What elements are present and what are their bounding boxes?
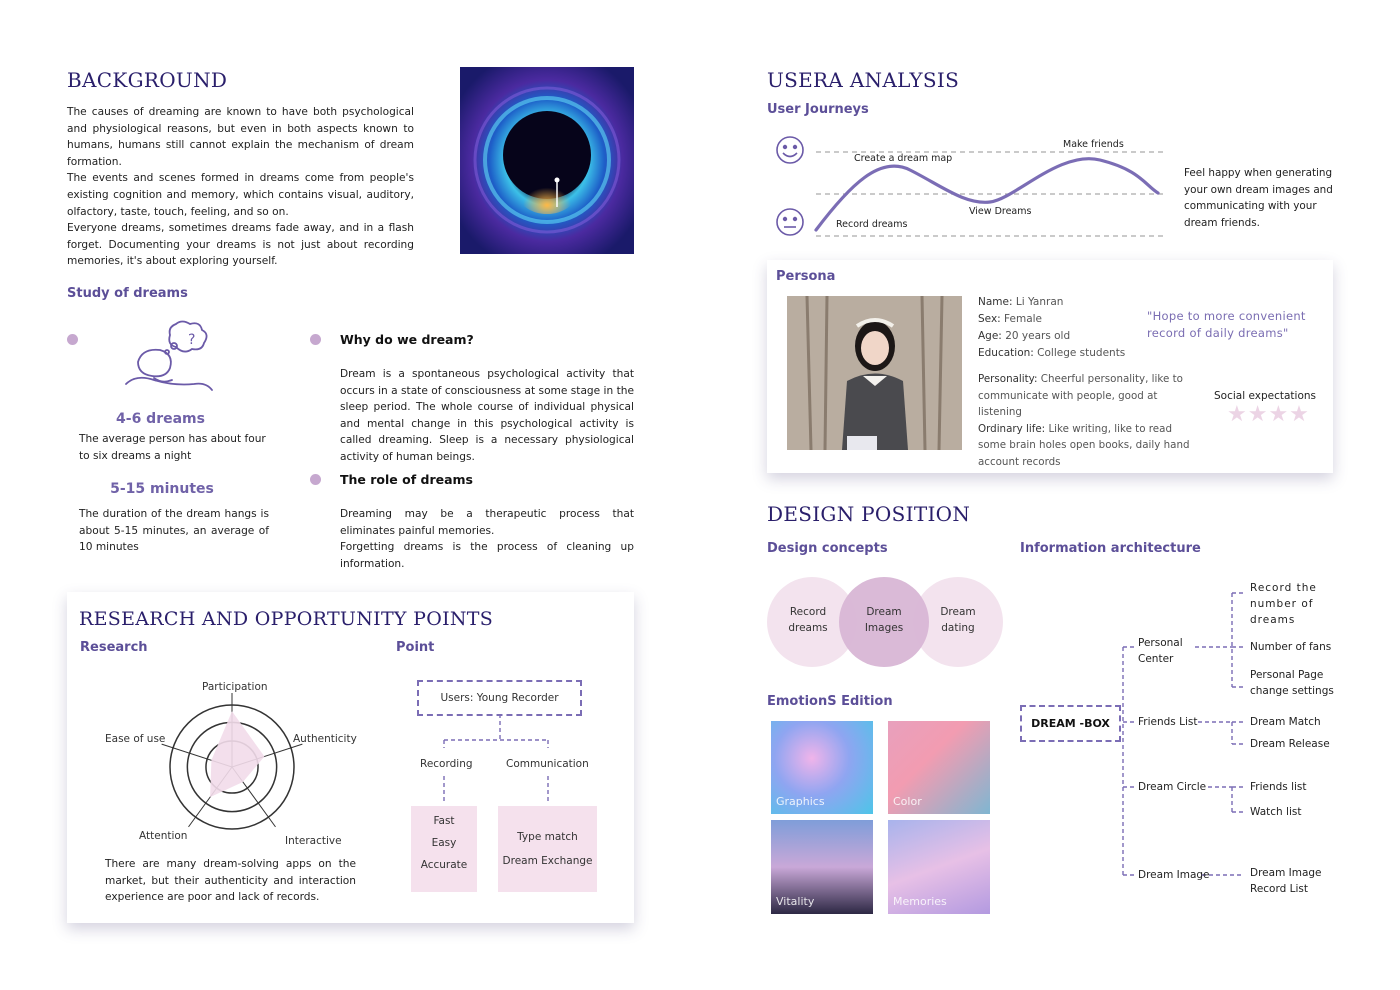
tile-label: Color (893, 795, 922, 808)
radar-label-participation: Participation (202, 681, 268, 693)
journey-point-view: View Dreams (969, 206, 1032, 217)
recording-item: Fast (433, 815, 455, 827)
happy-face-icon (777, 137, 803, 163)
age-key: Age: (978, 330, 1002, 342)
tile-label: Memories (893, 895, 947, 908)
radar-label-attention: Attention (139, 830, 188, 842)
tile-color (888, 721, 990, 814)
design-position-title: DESIGN POSITION (767, 502, 971, 526)
concept-record: Record dreams (788, 606, 828, 634)
user-analysis-title: USERA ANALYSIS (767, 68, 960, 92)
neutral-face-icon (777, 209, 803, 235)
recording-label: Recording (420, 758, 473, 770)
persona-photo (787, 296, 962, 450)
name-key: Name: (978, 296, 1013, 308)
ia-dream-image: Dream Image (1138, 869, 1210, 881)
ia-leaf-fans: Number of fans (1250, 641, 1332, 653)
point-label: Point (396, 640, 435, 655)
ia-leaf-watch-list: Watch list (1250, 806, 1302, 818)
stat-duration-desc: The duration of the dream hangs is about 5-15 minutes, an average of 10 minutes (79, 508, 269, 554)
persona-card (767, 260, 1333, 473)
users-box: Users: Young Recorder (417, 680, 582, 716)
life-key: Ordinary life: (978, 422, 1046, 435)
personality-value: Cheerful personality, like to communicate with people, good at listening (978, 373, 1183, 418)
ia-root: DREAM -BOX (1020, 705, 1121, 742)
sex-value: Female (1004, 313, 1043, 325)
research-summary: There are many dream-solving apps on the market, but their authenticity and interaction experience are poor and lack of records. (105, 858, 356, 904)
study-title: Study of dreams (67, 286, 188, 301)
background-text (67, 104, 414, 270)
ia-leaf-image-record: Dream Image Record List (1250, 867, 1322, 895)
communication-label: Communication (506, 758, 589, 770)
why-heading: Why do we dream? (340, 332, 474, 347)
design-concepts-label: Design concepts (767, 541, 888, 556)
age-value: 20 years old (1005, 330, 1071, 342)
why-text: Dream is a spontaneous psychological activity that occurs in a state of consciousness at some stage in the sleep period. The whole course of individual physical and mental change in this psychological activity is called dreaming. Sleep is a necessary physiological activity of human beings. (340, 368, 634, 463)
communication-box (498, 806, 597, 892)
ia-dream-circle: Dream Circle (1138, 781, 1207, 793)
background-title: BACKGROUND (67, 68, 228, 92)
journey-note: Feel happy when generating your own dream images and communicating with your dream friends. (1184, 167, 1333, 229)
emotions-label: EmotionS Edition (767, 694, 893, 709)
recording-item: Easy (431, 837, 457, 849)
education-key: Education: (978, 347, 1034, 359)
radar-label-ease: Ease of use (105, 733, 166, 745)
tile-label: Vitality (776, 895, 815, 908)
role-line: Dreaming may be a therapeutic process that eliminates painful memories. (340, 508, 634, 537)
radar-label-authenticity: Authenticity (293, 733, 357, 745)
stat-dreams-desc: The average person has about four to six dreams a night (79, 433, 266, 462)
social-expectations-label: Social expectations (1214, 390, 1316, 402)
recording-box (411, 806, 477, 892)
role-heading: The role of dreams (340, 472, 473, 487)
life-value: Like writing, like to read some brain holes open books, daily hand account records (978, 422, 1190, 468)
radar-label-interactive: Interactive (285, 835, 342, 847)
research-label: Research (80, 640, 148, 655)
concept-circles (767, 577, 1003, 667)
ia-leaf-personal-page: Personal Page change settings (1250, 669, 1334, 697)
role-line: Forgetting dreams is the process of cleaning up information. (340, 541, 634, 570)
ia-friends-list: Friends List (1138, 716, 1198, 728)
personality-key: Personality: (978, 373, 1038, 385)
communication-item: Dream Exchange (502, 855, 593, 867)
journey-point-record: Record dreams (836, 219, 908, 230)
recording-item: Accurate (420, 859, 468, 871)
ia-leaf-dream-release: Dream Release (1250, 738, 1330, 750)
bullet-dot (310, 334, 321, 345)
tile-graphics (771, 721, 873, 814)
bullet-dot (67, 334, 78, 345)
tile-vitality (771, 820, 873, 914)
role-text (340, 506, 634, 572)
star-rating: ★★★★ (1227, 402, 1310, 427)
background-paragraph: The causes of dreaming are known to have both psychological and physiological reasons, but even in both aspects known to humans, humans still cannot explain the mechanism of dream formation. (67, 106, 414, 168)
tile-memories (888, 820, 990, 914)
ia-label: Information architecture (1020, 541, 1201, 556)
bullet-dot (310, 474, 321, 485)
ia-personal-center: Personal Center (1138, 637, 1183, 665)
radar-chart (97, 672, 367, 852)
communication-item: Type match (517, 831, 578, 843)
dreaming-icon (118, 318, 223, 394)
user-journeys-label: User Journeys (767, 102, 869, 117)
tile-label: Graphics (776, 795, 825, 808)
stat-dreams-count: 4-6 dreams (116, 411, 205, 427)
research-title: RESEARCH AND OPPORTUNITY POINTS (79, 608, 494, 630)
concept-images: Dream Images (864, 606, 904, 634)
ia-leaf-friends-list: Friends list (1250, 781, 1307, 793)
background-paragraph: The events and scenes formed in dreams come from people's existing cognition and memory, which contains visual, auditory, olfactory, taste, touch, feeling, and so on. (67, 172, 414, 218)
education-value: College students (1037, 347, 1126, 359)
sex-key: Sex: (978, 313, 1001, 325)
background-paragraph: Everyone dreams, sometimes dreams fade away, and in a flash forget. Documenting your dreams is not just about recording memories, it's about exploring yourself. (67, 222, 414, 268)
persona-basic (978, 294, 1125, 362)
name-value: Li Yanran (1015, 296, 1064, 308)
persona-details (978, 371, 1203, 470)
persona-quote: "Hope to more convenient record of daily dreams" (1147, 309, 1306, 340)
dream-vortex-image (460, 67, 634, 254)
ia-leaf-dream-match: Dream Match (1250, 716, 1321, 728)
svg-text:?: ? (188, 332, 196, 348)
research-card (67, 592, 634, 923)
journey-point-friends: Make friends (1063, 139, 1124, 150)
persona-label: Persona (776, 269, 836, 284)
stat-duration: 5-15 minutes (110, 481, 214, 497)
concept-dating: Dream dating (940, 606, 976, 634)
journey-point-map: Create a dream map (854, 153, 953, 164)
ia-leaf-record-number: Record the number of dreams (1250, 582, 1317, 626)
